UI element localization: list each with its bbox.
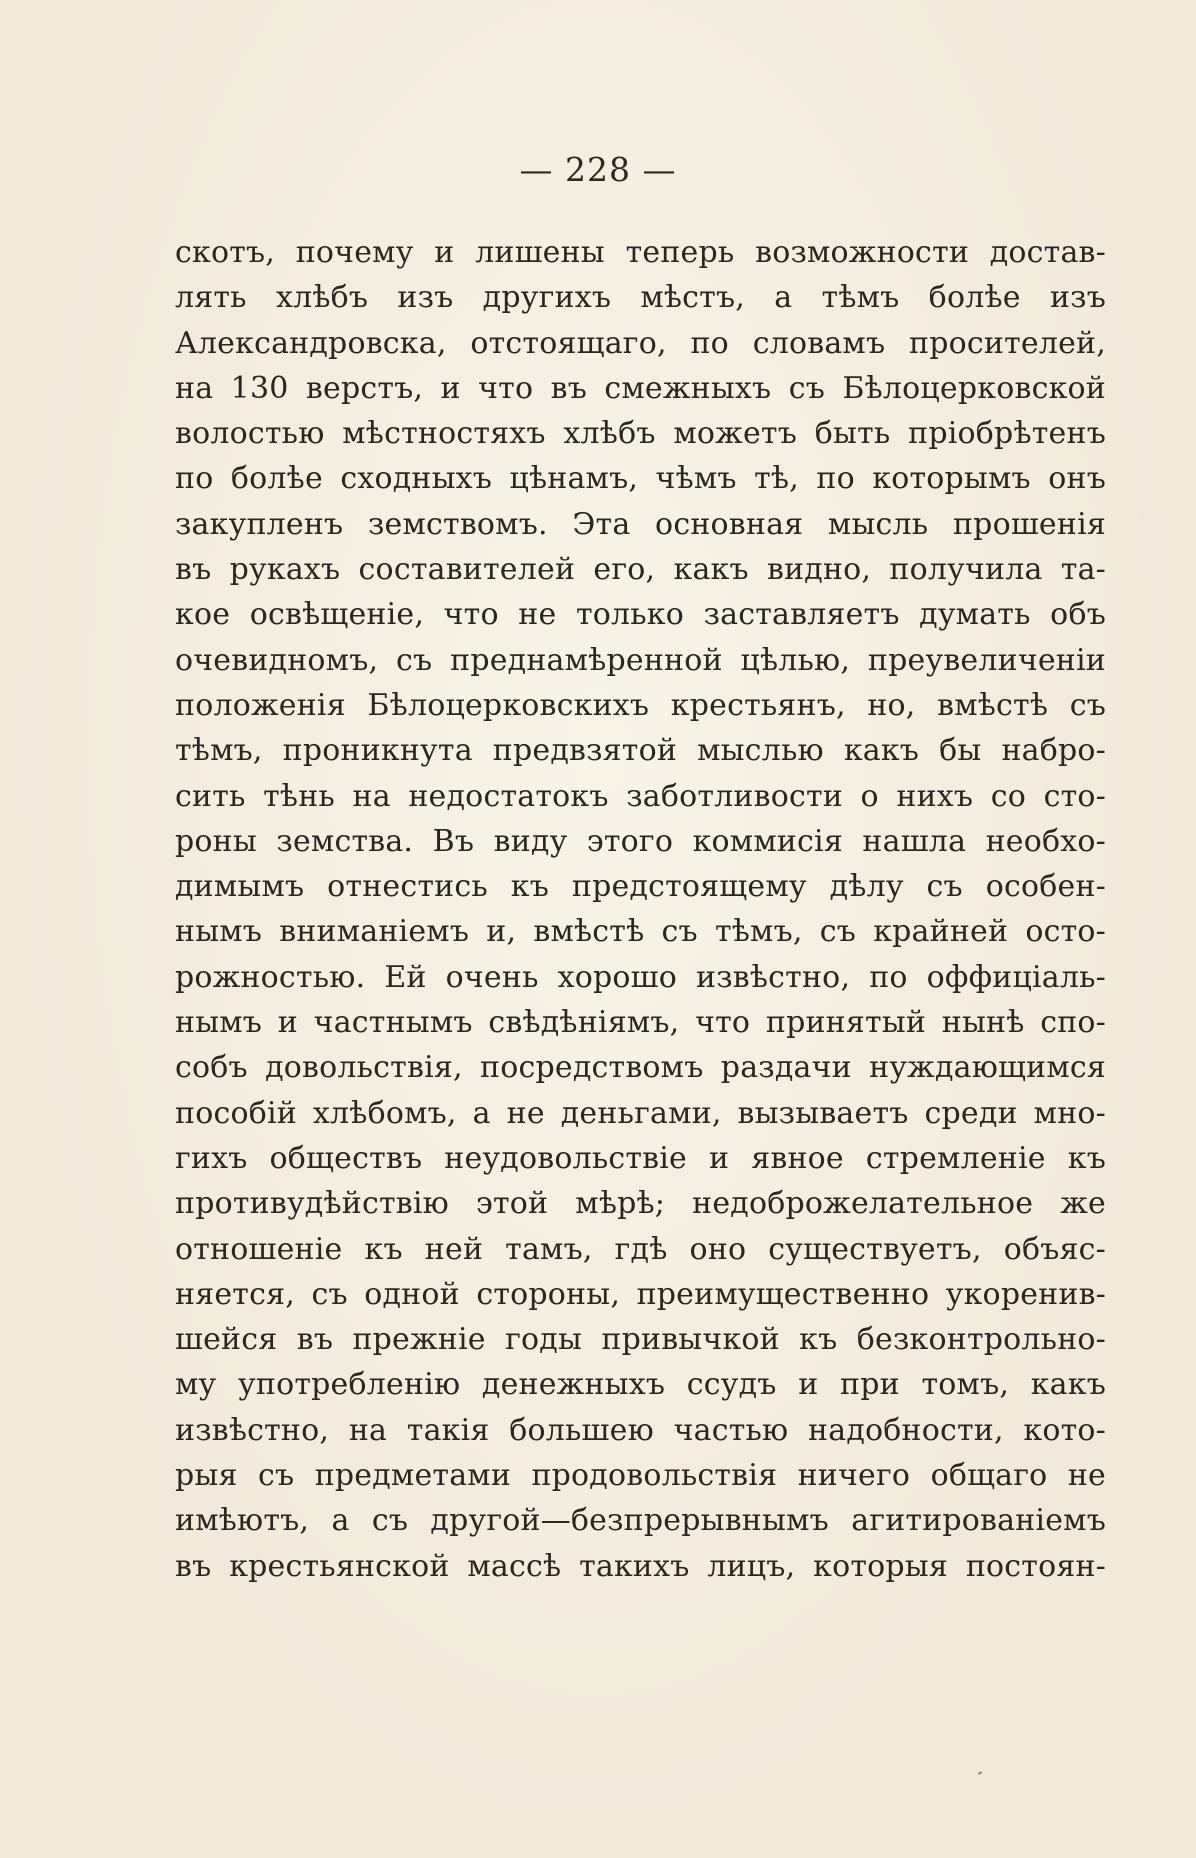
text-line: скотъ, почему и лишены теперь возможности достав- [175, 235, 1106, 270]
text-line: роны земства. Въ виду этого коммисія нашла необхо- [175, 823, 1106, 859]
text-line: отношеніе къ ней тамъ, гдѣ оно существуетъ, объяс- [175, 1231, 1106, 1267]
text-line: закупленъ земствомъ. Эта основная мысль прошенія [175, 506, 1106, 542]
text-line: рыя съ предметами продовольствія ничего общаго не [175, 1458, 1106, 1494]
text-line: противудѣйствію этой мѣрѣ; недоброжелательное же [175, 1186, 1106, 1222]
text-line: положенія Бѣлоцерковскихъ крестьянъ, но, вмѣстѣ съ [175, 687, 1106, 723]
text-line: имѣютъ, а съ другой—безпрерывнымъ агитированіемъ [175, 1503, 1106, 1539]
text-line: сить тѣнь на недостатокъ заботливости о нихъ со сто- [175, 778, 1106, 814]
text-line: димымъ отнестись къ предстоящему дѣлу съ особен- [175, 869, 1106, 905]
text-line: няется, съ одной стороны, преимущественно укоренив- [175, 1276, 1106, 1312]
text-line: тѣмъ, проникнута предвзятой мыслью какъ бы набро- [175, 733, 1106, 769]
text-line: Александровска, отстоящаго, по словамъ просителей, [175, 325, 1106, 361]
text-line: рожностью. Ей очень хорошо извѣстно, по оффиціаль- [175, 959, 1106, 995]
text-line: гихъ обществъ неудовольствіе и явное стремленіе къ [175, 1140, 1106, 1176]
text-line: по болѣе сходныхъ цѣнамъ, чѣмъ тѣ, по которымъ онъ [175, 461, 1106, 497]
page-number: — 228 — [519, 150, 677, 189]
text-line: нымъ и частнымъ свѣдѣніямъ, что принятый нынѣ спо- [175, 1005, 1106, 1041]
text-line: собъ довольствія, посредствомъ раздачи нуждающимся [175, 1050, 1106, 1086]
paper-speck [978, 1771, 982, 1775]
text-line: очевидномъ, съ преднамѣренной цѣлью, преувеличеніи [175, 642, 1106, 678]
text-line: нымъ вниманіемъ и, вмѣстѣ съ тѣмъ, съ крайней осто- [175, 914, 1106, 950]
body-text [175, 230, 1106, 1589]
text-line: лять хлѣбъ изъ другихъ мѣстъ, а тѣмъ болѣе изъ [175, 280, 1106, 316]
text-line: кое освѣщеніе, что не только заставляетъ думать объ [175, 597, 1106, 633]
text-line: въ крестьянской массѣ такихъ лицъ, которыя постоян- [175, 1548, 1106, 1584]
text-line: волостью мѣстностяхъ хлѣбъ можетъ быть пріобрѣтенъ [175, 416, 1106, 452]
text-line: въ рукахъ составителей его, какъ видно, получила та- [175, 552, 1106, 588]
text-line: шейся въ прежніе годы привычкой къ безконтрольно- [175, 1322, 1106, 1358]
text-line: му употребленію денежныхъ ссудъ и при томъ, какъ [175, 1367, 1106, 1403]
text-line: на 130 верстъ, и что въ смежныхъ съ Бѣлоцерковской [175, 370, 1106, 406]
text-line: пособій хлѣбомъ, а не деньгами, вызываетъ среди мно- [175, 1095, 1106, 1131]
text-line: извѣстно, на такія большею частью надобности, кото- [175, 1412, 1106, 1448]
